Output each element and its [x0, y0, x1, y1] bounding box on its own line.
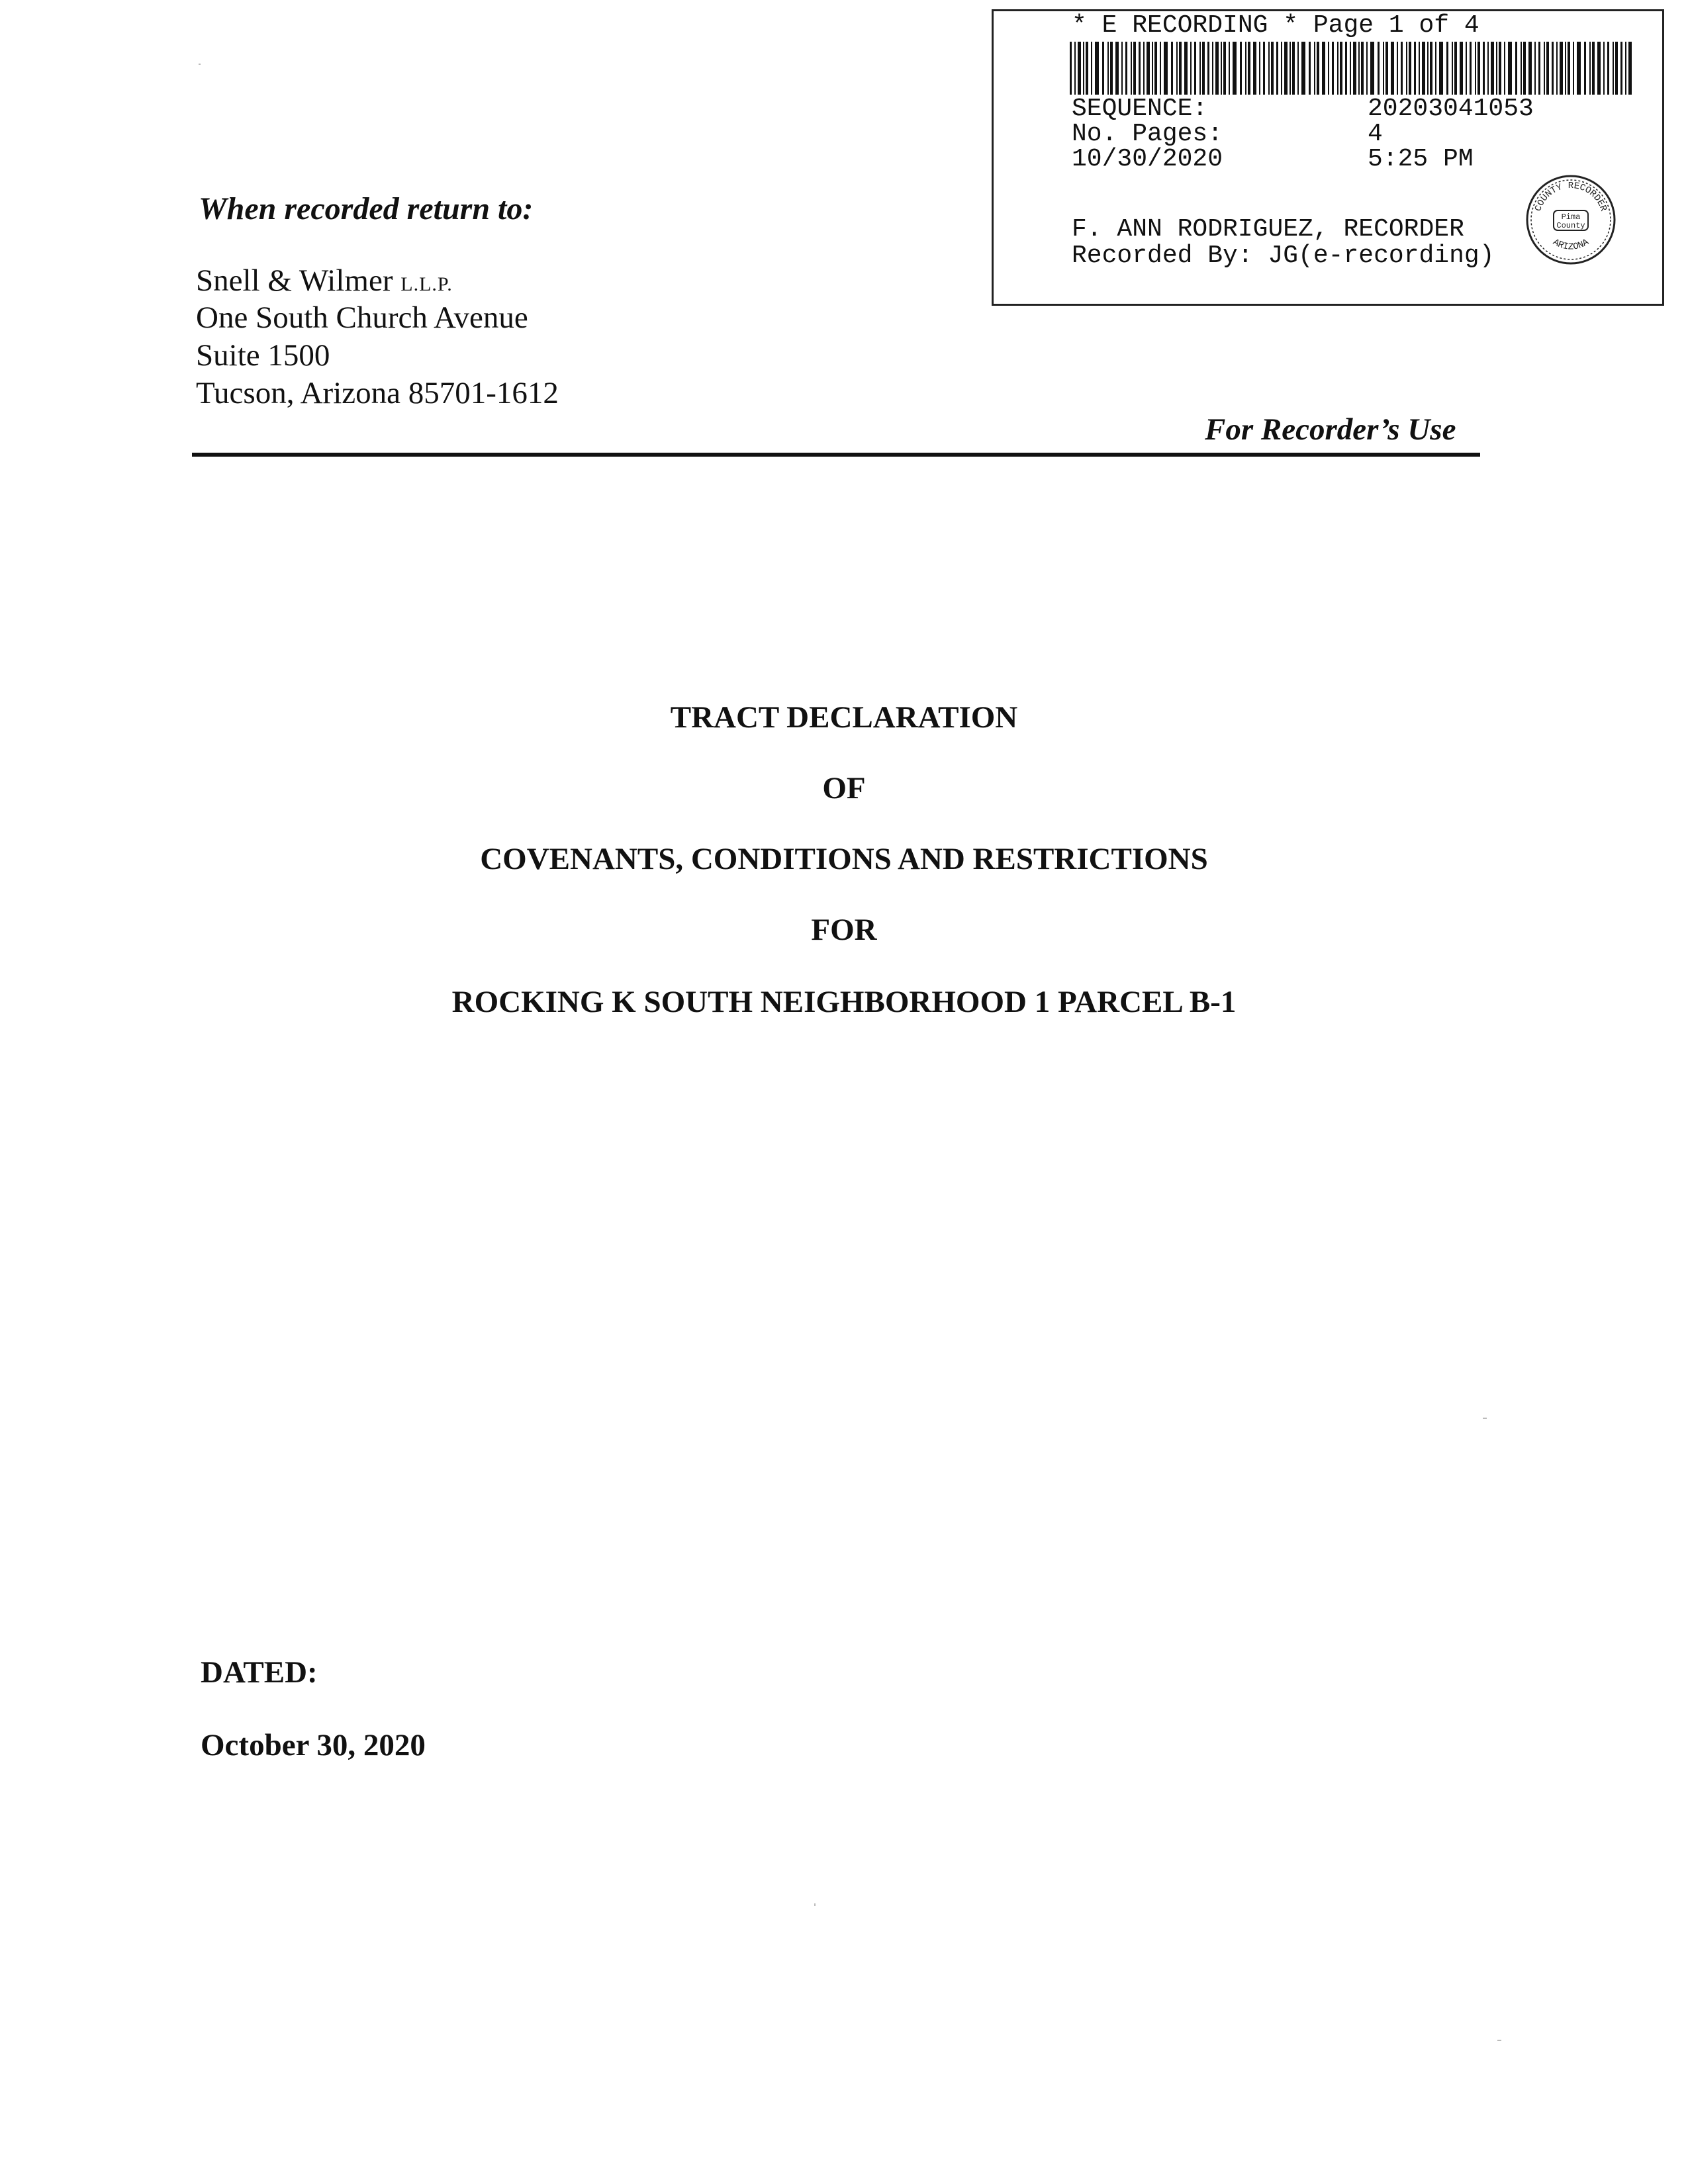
barcode-bar: [1419, 42, 1420, 95]
scan-speck: [199, 64, 201, 65]
barcode-bar: [1628, 42, 1632, 95]
barcode-bar: [1095, 42, 1099, 95]
barcode-bar: [1383, 42, 1384, 95]
barcode-bar: [1414, 42, 1416, 95]
barcode-bar: [1366, 42, 1368, 95]
barcode-bar: [1397, 42, 1398, 95]
barcode-bar: [1584, 42, 1586, 95]
barcode-bar: [1603, 42, 1605, 95]
barcode-bar: [1406, 42, 1407, 95]
barcode-bar: [1207, 42, 1209, 95]
barcode-bar: [1276, 42, 1278, 95]
barcode-bar: [1309, 42, 1311, 95]
barcode-bar: [1176, 42, 1178, 95]
barcode-bar: [1164, 42, 1168, 95]
sequence-value: 20203041053: [1368, 95, 1534, 123]
pages-label: No. Pages:: [1072, 120, 1223, 148]
barcode-bar: [1597, 42, 1601, 95]
barcode-bar: [1212, 42, 1213, 95]
barcode-bar: [1245, 42, 1246, 95]
barcode-bar: [1301, 42, 1305, 95]
barcode-bar: [1422, 42, 1425, 95]
barcode-bar: [1328, 42, 1329, 95]
header-divider: [192, 453, 1480, 457]
recorded-date: 10/30/2020: [1072, 145, 1223, 173]
svg-text:ARIZONA: [1551, 237, 1591, 253]
barcode-bar: [1534, 42, 1536, 95]
barcode-bar: [1078, 42, 1081, 95]
barcode-bar: [1202, 42, 1205, 95]
barcode-bar: [1317, 42, 1319, 95]
seal-bottom-text: ARIZONA: [1550, 237, 1591, 253]
barcode-bar: [1496, 42, 1497, 95]
barcode-bar: [1110, 42, 1113, 95]
recorders-use-label: For Recorder’s Use: [1205, 412, 1456, 447]
barcode-bar: [1556, 42, 1558, 95]
barcode-bar: [1401, 42, 1403, 95]
barcode-bar: [1353, 42, 1356, 95]
barcode-bar: [1508, 42, 1512, 95]
barcode-bar: [1439, 42, 1443, 95]
barcode-bar: [1565, 42, 1566, 95]
barcode-bar: [1179, 42, 1182, 95]
barcode-bar: [1589, 42, 1591, 95]
title-line-1: TRACT DECLARATION: [670, 700, 1018, 735]
recorded-by: Recorded By: JG(e-recording): [1072, 242, 1495, 270]
barcode-bar: [1454, 42, 1457, 95]
barcode-bar: [1240, 42, 1242, 95]
barcode-bar: [1370, 42, 1374, 95]
barcode-bar: [1477, 42, 1480, 95]
barcode-bar: [1592, 42, 1595, 95]
barcode-bar: [1460, 42, 1463, 95]
barcode-bar: [1139, 42, 1141, 95]
barcode-bar: [1340, 42, 1342, 95]
barcode-bar: [1322, 42, 1325, 95]
barcode-bar: [1523, 42, 1526, 95]
barcode-bar: [1263, 42, 1265, 95]
barcode-bar: [1345, 42, 1347, 95]
title-line-4: FOR: [811, 913, 877, 947]
barcode-bar: [1314, 42, 1315, 95]
barcode-bar: [1133, 42, 1136, 95]
barcode-bar: [1086, 42, 1088, 95]
barcode-bar: [1560, 42, 1563, 95]
barcode-bar: [1607, 42, 1609, 95]
barcode-bar: [1504, 42, 1505, 95]
stamp-header: * E RECORDING * Page 1 of 4: [1072, 11, 1479, 40]
barcode-bar: [1268, 42, 1270, 95]
barcode-bar: [1253, 42, 1256, 95]
barcode-bar: [1521, 42, 1522, 95]
return-address-2: Suite 1500: [196, 338, 330, 373]
pages-value: 4: [1368, 120, 1383, 148]
sequence-label: SEQUENCE:: [1072, 95, 1208, 123]
recorder-name: F. ANN RODRIGUEZ, RECORDER: [1072, 215, 1464, 244]
barcode-bar: [1289, 42, 1291, 95]
barcode-bar: [1223, 42, 1226, 95]
title-line-2: OF: [822, 771, 866, 805]
barcode-bar: [1350, 42, 1351, 95]
barcode-bar: [1102, 42, 1104, 95]
barcode-bar: [1332, 42, 1334, 95]
barcode-bar: [1409, 42, 1411, 95]
barcode-bar: [1292, 42, 1295, 95]
firm-name: Snell & Wilmer: [196, 263, 393, 298]
barcode-bar: [1221, 42, 1222, 95]
seal-center-2: County: [1556, 221, 1585, 230]
barcode-bar: [1515, 42, 1517, 95]
barcode-bar: [1615, 42, 1618, 95]
barcode-bar: [1190, 42, 1192, 95]
recording-stamp: [992, 9, 1664, 306]
barcode-bar: [1125, 42, 1127, 95]
firm-suffix: L.L.P.: [400, 273, 453, 295]
return-address-3: Tucson, Arizona 85701-1612: [196, 376, 559, 410]
barcode-bar: [1620, 42, 1622, 95]
barcode-bar: [1160, 42, 1161, 95]
barcode-bar: [1427, 42, 1429, 95]
return-address-1: One South Church Avenue: [196, 300, 528, 335]
barcode-bar: [1281, 42, 1282, 95]
dated-value: October 30, 2020: [201, 1728, 426, 1762]
barcode-bar: [1577, 42, 1581, 95]
barcode-bar: [1070, 42, 1072, 95]
barcode-bar: [1538, 42, 1540, 95]
barcode-bar: [1259, 42, 1260, 95]
barcode-bar: [1194, 42, 1196, 95]
barcode-bar: [1475, 42, 1476, 95]
barcode-bar: [1152, 42, 1153, 95]
barcode-bar: [1446, 42, 1448, 95]
barcode-bar: [1171, 42, 1173, 95]
barcode-bar: [1625, 42, 1626, 95]
barcode-bar: [1613, 42, 1614, 95]
seal-top-text: COUNTY RECORDER: [1533, 181, 1609, 213]
barcode-bar: [1297, 42, 1299, 95]
barcode-bar: [1378, 42, 1380, 95]
return-to-heading: When recorded return to:: [199, 191, 534, 226]
barcode-bar: [1083, 42, 1084, 95]
scan-speck: [814, 1903, 816, 1906]
barcode-bar: [1358, 42, 1360, 95]
recorded-time: 5:25 PM: [1368, 145, 1474, 173]
return-firm: [196, 262, 453, 303]
scan-speck: [1483, 1418, 1487, 1419]
barcode-bar: [1115, 42, 1119, 95]
barcode-bar: [1452, 42, 1453, 95]
barcode-bar: [1568, 42, 1570, 95]
barcode-bar: [1147, 42, 1150, 95]
barcode-bar: [1487, 42, 1489, 95]
seal-center-1: Pima: [1561, 212, 1581, 222]
barcode-bar: [1337, 42, 1338, 95]
barcode-bar: [1466, 42, 1467, 95]
barcode-bar: [1184, 42, 1188, 95]
barcode-bar: [1546, 42, 1549, 95]
barcode-bar: [1391, 42, 1394, 95]
barcode-bar: [1107, 42, 1109, 95]
barcode-bar: [1215, 42, 1219, 95]
barcode-bar: [1483, 42, 1485, 95]
barcode-bar: [1528, 42, 1532, 95]
barcode-bar: [1199, 42, 1201, 95]
barcode-bar: [1233, 42, 1237, 95]
barcode-bar: [1435, 42, 1436, 95]
dated-label: DATED:: [201, 1655, 318, 1690]
barcode-bar: [1573, 42, 1574, 95]
barcode-bar: [1385, 42, 1388, 95]
title-line-5: ROCKING K SOUTH NEIGHBORHOOD 1 PARCEL B-1: [451, 985, 1237, 1019]
barcode-bar: [1499, 42, 1501, 95]
barcode-bar: [1491, 42, 1494, 95]
title-line-3: COVENANTS, CONDITIONS AND RESTRICTIONS: [480, 842, 1208, 876]
barcode-bar: [1271, 42, 1274, 95]
barcode-bar: [1552, 42, 1554, 95]
scan-speck: [1497, 2040, 1501, 2041]
barcode-bar: [1284, 42, 1288, 95]
barcode-bar: [1470, 42, 1472, 95]
barcode-bar: [1229, 42, 1230, 95]
barcode-bar: [1131, 42, 1132, 95]
barcode-bar: [1143, 42, 1145, 95]
barcode-bar: [1074, 42, 1076, 95]
barcode-bar: [1121, 42, 1123, 95]
barcode-bar: [1361, 42, 1364, 95]
county-recorder-seal: [1524, 173, 1617, 266]
barcode-bar: [1248, 42, 1250, 95]
barcode-image: [1070, 42, 1632, 95]
barcode-bar: [1430, 42, 1432, 95]
barcode-bar: [1091, 42, 1092, 95]
barcode-bar: [1154, 42, 1157, 95]
barcode-bar: [1544, 42, 1545, 95]
